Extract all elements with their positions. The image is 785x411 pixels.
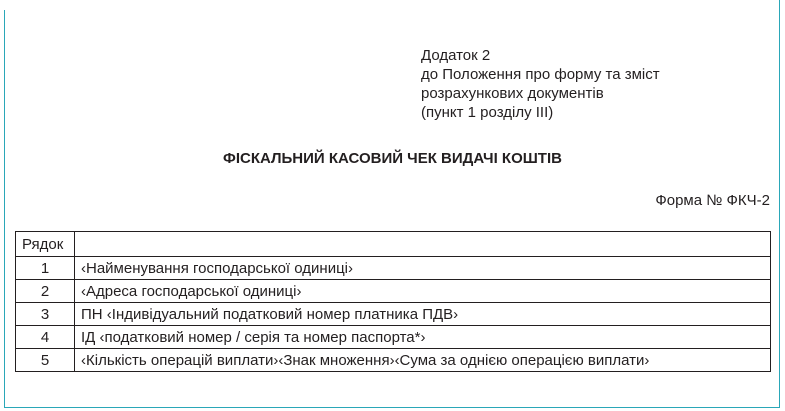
form-number: Форма № ФКЧ-2 [655,192,770,209]
table-row [16,349,771,372]
appendix-note [421,46,660,122]
header-content [75,232,771,257]
appendix-line-4: (пункт 1 розділу ІІІ) [421,104,554,121]
row-number: 2 [16,280,75,303]
header-row-label: Рядок [16,232,75,257]
row-text: ПН ‹Індивідуальний податковий номер платника ПДВ› [75,303,771,326]
table-row [16,326,771,349]
appendix-line-2: до Положення про форму та зміст [421,66,660,83]
row-number: 1 [16,257,75,280]
appendix-line-3: розрахункових документів [421,85,604,102]
row-number: 3 [16,303,75,326]
document-title: ФІСКАЛЬНИЙ КАСОВИЙ ЧЕК ВИДАЧІ КОШТІВ [223,150,562,167]
row-text: ‹Кількість операцій виплати›‹Знак множення›‹Сума за однією операцією виплати› [75,349,771,372]
row-number: 4 [16,326,75,349]
row-text: ІД ‹податковий номер / серія та номер паспорта*› [75,326,771,349]
table-row [16,257,771,280]
receipt-table [15,231,771,372]
row-number: 5 [16,349,75,372]
row-text: ‹Адреса господарської одиниці› [75,280,771,303]
appendix-line-1: Додаток 2 [421,47,491,64]
table-row [16,280,771,303]
table-row [16,303,771,326]
table-header-row [16,232,771,257]
row-text: ‹Найменування господарської одиниці› [75,257,771,280]
